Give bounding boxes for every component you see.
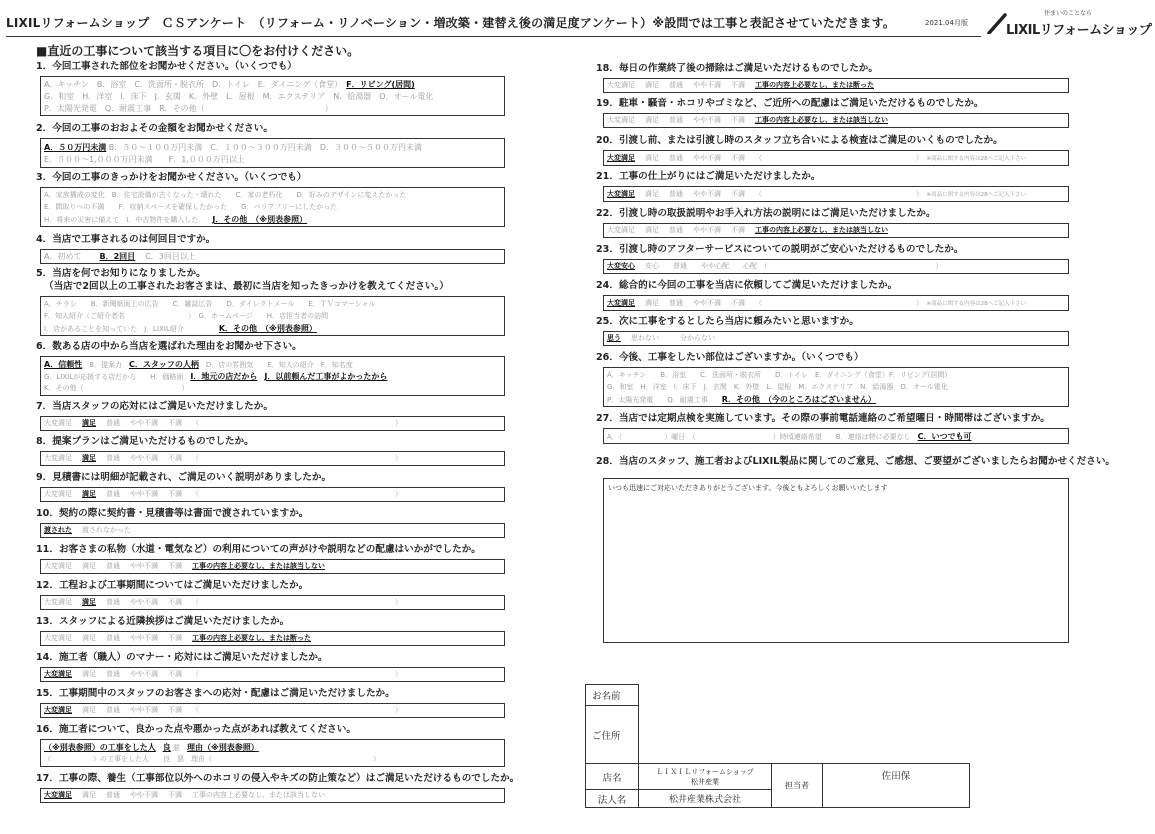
q5-line1: A．チラシ B．新聞紙面上の広告 C．雑誌広告 D．ダイレクトメール E．ＴＶコマーシャル [44, 300, 376, 308]
version-label: 2021.04月版 [925, 19, 968, 27]
corp-name: 松井産業株式会社 [639, 790, 772, 808]
q1-line3: P．太陽光発電 Q．耐震工事 R．その他（ ） [44, 104, 333, 113]
rating-satisfied: 満足 [82, 562, 96, 570]
logo-slash-icon [986, 12, 1008, 34]
q10-options[interactable] [40, 523, 505, 538]
rating-comment: （ ） [192, 598, 402, 606]
q13-selected: 工事の内容上必要なし、または断った [192, 634, 311, 642]
rating-dissatisfied: 不満 [168, 634, 182, 642]
q21-title: 21．工事の仕上がりにはご満足いただけましたか。 [596, 171, 821, 182]
q16-title: 16．施工者について、良かった点や悪かった点があれば教えてください。 [36, 724, 356, 735]
q25-selected: 思う [607, 334, 621, 342]
rating-slightly-dissatisfied: やや不満 [693, 81, 721, 89]
rating-neutral: 普通 [106, 562, 120, 570]
q11-rating[interactable] [40, 559, 505, 574]
q6-selected-j: J．以前頼んだ工事がよかったから [264, 372, 388, 381]
rating-satisfied: 満足 [82, 634, 96, 642]
lixil-logo [986, 8, 1152, 38]
rating-neutral: 普通 [106, 670, 120, 678]
rating-dissatisfied: 不満 [731, 190, 745, 198]
q15-title: 15．工事期間中のスタッフのお客さまへの応対・配慮はご満足いただけましたか。 [36, 688, 395, 699]
rating-slightly-dissatisfied: やや不満 [130, 791, 158, 799]
q7-rating[interactable] [40, 416, 505, 431]
q8-rating[interactable] [40, 451, 505, 466]
q1-options[interactable] [40, 76, 505, 116]
q2-line1: B．５０～１００万円未満 C．１００～３００万円未満 D．３００～５００万円未満 [108, 143, 422, 152]
q16-bad: 悪 [173, 744, 181, 752]
rating-slightly-dissatisfied: やや不満 [693, 116, 721, 124]
q5-line2: F．知人紹介（ご紹介者名 ） G．ホームページ H．店担当者の訪問 [44, 312, 329, 320]
q20-note: ※商品に関する内容は28へご記入下さい [926, 156, 1027, 162]
q3-selected: J．その他 （※別表参照） [212, 215, 308, 224]
rating-neutral: 普通 [106, 454, 120, 462]
q22-title: 22．引渡し時の取扱説明やお手入れ方法の説明にはご満足いただけましたか。 [596, 208, 936, 219]
rating-neutral: 普通 [669, 116, 683, 124]
q27-selected: C．いつでも可 [917, 432, 972, 441]
shop-label: 店名 [586, 764, 639, 790]
rating-very-satisfied: 大変満足 [44, 454, 72, 462]
q27-other-options: A．（ ）曜日 （ ）時頃連絡希望 B．連絡は特に必要なし [607, 433, 911, 441]
rating-satisfied: 満足 [645, 299, 659, 307]
q11-title: 11．お客さまの私物（水道・電気など）の利用についての声がけや説明などの配慮はいかがでしたか。 [36, 544, 481, 555]
rating-slightly-dissatisfied: やや不満 [130, 454, 158, 462]
q19-title: 19．駐車・騒音・ホコリやゴミなど、ご近所への配慮はご満足いただけるものでしたか。 [596, 98, 984, 109]
q26-options[interactable] [603, 367, 1069, 407]
logo-tagline: 住まいのことなら [1044, 10, 1093, 17]
rating-satisfied: 満足 [82, 791, 96, 799]
rating-very-satisfied: 大変満足 [607, 226, 635, 234]
q26-line3: P．太陽光発電 Q．耐震工事 [607, 396, 708, 404]
q25-title: 25．次に工事をするとしたら当店に頼みたいと思いますか。 [596, 316, 859, 327]
q28-comment-box[interactable] [603, 478, 1069, 643]
q28-title: 28．当店のスタッフ、施工者およびLIXIL製品に関してのご意見、ご感想、ご要望がございましたらお聞かせください。 [596, 456, 1116, 467]
q4-opt-a: A．初めて [44, 252, 82, 261]
q19-rating[interactable] [603, 113, 1069, 128]
q26-selected: R．その他 （今のところはございません） [721, 395, 876, 404]
q14-rating[interactable] [40, 667, 505, 682]
q2-title: 2．今回の工事のおおよその金額をお聞かせください。 [36, 123, 273, 134]
q13-rating[interactable] [40, 631, 505, 646]
rating-neutral: 普通 [106, 419, 120, 427]
q8-selected: 満足 [82, 454, 96, 462]
q14-title: 14．施工者（職人）のマナー・応対にはご満足いただけましたか。 [36, 652, 328, 663]
rating-neutral: 普通 [106, 791, 120, 799]
q26-line1: A．キッチン B．浴室 C．洗面所・脱衣所 D．トイレ E．ダイニング（食堂）F．リビング(居間) [607, 371, 948, 379]
q9-rating[interactable] [40, 487, 505, 502]
q14-selected: 大変満足 [44, 670, 72, 678]
q16-line2: （ ）の工事をした人 良 悪 理由（ ） [44, 755, 380, 763]
section-title: ■直近の工事について該当する項目に〇をお付けください。 [36, 44, 360, 58]
rating-dissatisfied: 不満 [731, 226, 745, 234]
rating-satisfied: 満足 [645, 154, 659, 162]
rating-slightly-dissatisfied: やや不満 [130, 634, 158, 642]
rating-very-satisfied: 大変満足 [44, 419, 72, 427]
q24-selected: 大変満足 [607, 299, 635, 307]
q12-title: 12．工程および工事期間についてはご満足いただけましたか。 [36, 580, 309, 591]
q1-line1: A．キッチン B．浴室 C．洗面所・脱衣所 D．トイレ E．ダイニング（食堂） [44, 80, 339, 89]
q4-title: 4．当店で工事されるのは何回目ですか。 [36, 234, 216, 245]
q5-line3: I．店があることを知っていた J．LIXIL紹介 [44, 325, 184, 333]
q5-title: 5．当店を何でお知りになりましたか。 [36, 268, 206, 279]
rating-neutral: 普通 [669, 190, 683, 198]
rating-dissatisfied: 不満 [731, 154, 745, 162]
q5-selected: K．その他 （※別表参照） [218, 324, 317, 333]
rating-comment: （ ） [192, 670, 402, 678]
rating-comment: （ ） [192, 419, 402, 427]
rating-very-satisfied: 大変満足 [44, 634, 72, 642]
shop-name-cell [639, 764, 772, 790]
q9-title: 9．見積書には明細が記載され、ご満足のいく説明がありましたか。 [36, 472, 332, 483]
q17-na-option: 工事の内容上必要なし、または該当しない [192, 791, 325, 799]
rating-neutral: 普通 [106, 706, 120, 714]
rating-comment: （ ） [192, 454, 402, 462]
q4-selected: B．2回目 [99, 252, 136, 261]
q3-options[interactable] [40, 187, 505, 227]
header-divider [6, 36, 981, 37]
q16-selected-reason: 理由（※別表参照） [187, 743, 259, 752]
q17-title: 17．工事の際、養生（工事部位以外へのホコリの侵入やキズの防止策など）はご満足いただけるものでしたか。 [36, 773, 520, 784]
q6-selected-c: C．スタッフの人柄 [129, 360, 199, 369]
name-field[interactable] [639, 685, 970, 706]
rating-comment: （ ） [755, 299, 920, 307]
q27-options[interactable] [603, 428, 1069, 444]
q6-options[interactable] [40, 356, 505, 396]
q6-selected-a: A．信頼性 [44, 360, 83, 369]
rating-slightly-dissatisfied: やや不満 [130, 706, 158, 714]
staff-name: 佐田保 [823, 764, 970, 808]
q2-selected: A．５０万円未満 [44, 143, 107, 152]
rating-slightly-dissatisfied: やや不満 [130, 670, 158, 678]
q21-rating[interactable] [603, 186, 1069, 202]
q6-line2: G．LIXILが応援する店だから H．価格面 [44, 373, 184, 381]
q2-options[interactable] [40, 138, 505, 168]
q9-selected: 満足 [82, 490, 96, 498]
rating-dissatisfied: 不満 [168, 562, 182, 570]
rating-slightly-dissatisfied: やや不満 [693, 226, 721, 234]
rating-slightly-dissatisfied: やや不満 [130, 562, 158, 570]
shop-name: ＬＩＸＩＬリフォームショップ [656, 767, 754, 776]
survey-title: LIXILリフォームショップ ＣＳアンケート （リフォーム・リノベーション・増改築・建替え後の満足度アンケート）※設問では工事と表記させていただきます。 [6, 16, 896, 30]
q24-rating[interactable] [603, 295, 1069, 311]
rating-satisfied: 満足 [645, 81, 659, 89]
rating-dissatisfied: 不満 [731, 81, 745, 89]
staff-label: 担当者 [772, 764, 823, 808]
q3-line3: H．将来の災害に備えて I．中古物件を購入した [44, 216, 199, 224]
rating-dissatisfied: 不満 [168, 490, 182, 498]
q6-title: 6．数ある店の中から当店を選ばれた理由をお聞かせ下さい。 [36, 341, 302, 352]
q5-options[interactable] [40, 296, 505, 336]
rating-dissatisfied: 不満 [168, 791, 182, 799]
q27-title: 27．当店では定期点検を実施しています。その際の事前電話連絡のご希望曜日・時間帯はございますか。 [596, 413, 1050, 424]
shop-subname: 松井産業 [691, 777, 719, 786]
q20-title: 20．引渡し前、または引渡し時のスタッフ立ち合いによる検査はご満足のいくものでしたか。 [596, 135, 1003, 146]
rating-slightly-dissatisfied: やや不満 [693, 299, 721, 307]
q23-other-options: 安心 普通 やや心配 心配 （ ） [645, 262, 943, 270]
q6-opt-d: D．店の雰囲気 E．知人の紹介 F．知名度 [205, 361, 353, 369]
rating-dissatisfied: 不満 [168, 454, 182, 462]
q13-title: 13．スタッフによる近隣挨拶はご満足いただけましたか。 [36, 616, 290, 627]
rating-slightly-dissatisfied: やや不満 [693, 190, 721, 198]
q23-rating[interactable] [603, 259, 1069, 274]
customer-info-table [585, 684, 970, 808]
rating-very-satisfied: 大変満足 [607, 81, 635, 89]
q25-options[interactable] [603, 331, 1069, 346]
rating-comment: （ ） [192, 706, 402, 714]
q10-selected: 渡された [44, 526, 72, 534]
rating-satisfied: 満足 [645, 190, 659, 198]
rating-slightly-dissatisfied: やや不満 [130, 598, 158, 606]
rating-satisfied: 満足 [645, 226, 659, 234]
q15-rating[interactable] [40, 703, 505, 718]
rating-dissatisfied: 不満 [731, 116, 745, 124]
rating-neutral: 普通 [669, 299, 683, 307]
q16-selected-worker: （※別表参照）の工事をした人 [44, 743, 156, 752]
rating-very-satisfied: 大変満足 [44, 562, 72, 570]
q3-title: 3．今回の工事のきっかけをお聞かせください。（いくつでも） [36, 172, 307, 183]
q7-selected: 満足 [82, 419, 96, 427]
q23-title: 23．引渡し時のアフターサービスについての説明がご安心いただけるものでしたか。 [596, 244, 964, 255]
rating-very-satisfied: 大変満足 [44, 490, 72, 498]
rating-comment: （ ） [755, 190, 920, 198]
q26-title: 26．今後、工事をしたい部位はございますか。（いくつでも） [596, 352, 864, 363]
q19-selected: 工事の内容上必要なし、または該当しない [755, 116, 888, 124]
rating-dissatisfied: 不満 [731, 299, 745, 307]
q22-rating[interactable] [603, 223, 1069, 238]
rating-dissatisfied: 不満 [168, 598, 182, 606]
rating-neutral: 普通 [669, 154, 683, 162]
rating-comment: （ ） [755, 154, 920, 162]
q16-options[interactable] [40, 739, 505, 767]
q17-selected: 大変満足 [44, 791, 72, 799]
corp-label: 法人名 [586, 790, 639, 808]
q1-selected: F．リビング(居間) [346, 80, 415, 89]
rating-satisfied: 満足 [82, 706, 96, 714]
header [6, 6, 1152, 38]
rating-slightly-dissatisfied: やや不満 [130, 490, 158, 498]
rating-satisfied: 満足 [645, 116, 659, 124]
q26-line2: G．和室 H．洋室 I．床下 J．玄関 K．外壁 L．屋根 M．エクステリア N．給湯器 O．オール電化 [607, 383, 948, 391]
q12-rating[interactable] [40, 595, 505, 610]
rating-satisfied: 満足 [82, 670, 96, 678]
rating-dissatisfied: 不満 [168, 419, 182, 427]
q12-selected: 満足 [82, 598, 96, 606]
address-label: ご住所 [586, 706, 639, 764]
q4-opt-c: C．3回目以上 [145, 252, 196, 261]
q2-line2: E．５００～1,０００万円未満 F．1,０００万円以上 [44, 155, 245, 164]
q17-rating[interactable] [40, 788, 505, 803]
q4-options[interactable] [40, 249, 505, 264]
address-field[interactable] [639, 706, 970, 764]
q28-comment-text: いつも迅速にご対応いただきありがとうございます。今後ともよろしくお願いいたします [608, 484, 888, 492]
q24-title: 24．総合的に今回の工事を当店に依頼してご満足いただけましたか。 [596, 280, 898, 291]
q11-selected: 工事の内容上必要なし、または該当しない [192, 562, 325, 570]
rating-neutral: 普通 [106, 598, 120, 606]
q21-selected: 大変満足 [607, 190, 635, 198]
rating-very-satisfied: 大変満足 [607, 116, 635, 124]
q20-rating[interactable] [603, 150, 1069, 166]
q22-selected: 工事の内容上必要なし、または該当しない [755, 226, 888, 234]
rating-neutral: 普通 [106, 490, 120, 498]
q25-other-options: 思わない 分からない [631, 334, 715, 342]
rating-slightly-dissatisfied: やや不満 [130, 419, 158, 427]
rating-comment: （ ） [192, 490, 402, 498]
q1-title: 1．今回工事された部位をお聞かせください。（いくつでも） [36, 61, 297, 72]
rating-dissatisfied: 不満 [168, 706, 182, 714]
rating-slightly-dissatisfied: やや不満 [693, 154, 721, 162]
q7-title: 7．当店スタッフの応対にはご満足いただけましたか。 [36, 401, 273, 412]
q18-selected: 工事の内容上必要なし、または断った [755, 81, 874, 89]
rating-very-satisfied: 大変満足 [44, 598, 72, 606]
rating-neutral: 普通 [106, 634, 120, 642]
q18-rating[interactable] [603, 78, 1069, 93]
rating-neutral: 普通 [669, 81, 683, 89]
q6-line3: K．その他（ ） [44, 384, 189, 392]
rating-dissatisfied: 不満 [168, 670, 182, 678]
q3-line2: E．間取りへの不満 F．収納スペースを確保したかった G．バリアフリーにしたかった [44, 203, 338, 211]
q6-opt-b: B．提案力 [89, 361, 123, 369]
q15-selected: 大変満足 [44, 706, 72, 714]
logo-text: LIXILリフォームショップ [1006, 23, 1152, 38]
q10-title: 10．契約の際に契約書・見積書等は書面で渡されていますか。 [36, 508, 309, 519]
rating-neutral: 普通 [669, 226, 683, 234]
q3-line1: A．家族構成の変化 B．住宅設備が古くなった・壊れた C．家の老朽化 D．好みのデザインに変えたかった [44, 191, 407, 199]
q21-note: ※商品に関する内容は28へご記入下さい [926, 192, 1027, 198]
q24-note: ※商品に関する内容は28へご記入下さい [926, 301, 1027, 307]
q5-subtitle: （当店で2回以上の工事されたお客さまは、最初に当店を知ったきっかけを教えてください。） [44, 281, 449, 292]
q1-line2: G．和室 H．洋室 I．床下 J．玄関 K．外壁 L．屋根 M．エクステリア N．給湯器 O．オール電化 [44, 92, 434, 101]
q8-title: 8．提案プランはご満足いただけるものでしたか。 [36, 436, 254, 447]
name-label: お名前 [586, 685, 639, 706]
q6-selected-i: I．地元の店だから [190, 372, 258, 381]
q16-selected-good: 良 [162, 743, 171, 752]
q20-selected: 大変満足 [607, 154, 635, 162]
q18-title: 18．毎日の作業終了後の掃除はご満足いただけるものでしたか。 [596, 63, 878, 74]
q10-other: 渡されなかった [82, 526, 131, 534]
q23-selected: 大変安心 [607, 262, 635, 270]
